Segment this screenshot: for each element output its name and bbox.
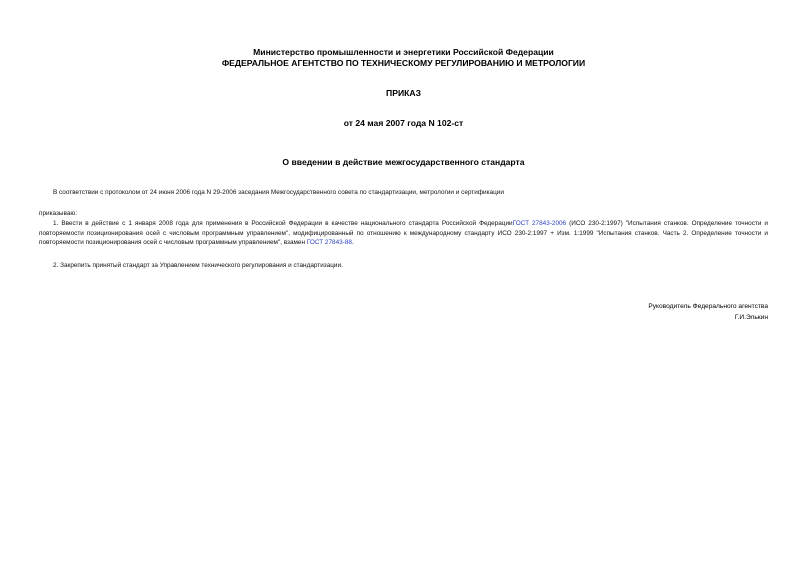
ministry-title: Министерство промышленности и энергетики Российской Федерации xyxy=(253,47,554,57)
item-1-text-a: 1. Ввести в действие с 1 января 2008 года для применения в Российской Федерации в качестве национального стандарта Российской Федерации xyxy=(53,220,513,227)
gost-27843-2006-link[interactable]: ГОСТ 27843-2006 xyxy=(512,220,567,227)
order-subject: О введении в действие межгосударственного стандарта xyxy=(282,157,525,167)
signature-position: Руководитель Федерального агентства xyxy=(648,303,768,310)
gost-27843-88-link[interactable]: ГОСТ 27843-88 xyxy=(306,239,352,246)
item-1-text-b: (ИСО 230-2:1997) "Испытания станков. Определение точности и повторяемости позиционирования осей с числовым программным управлением", модифицированный по отношению к международному стандарту ИСО 230-2:1997 + Изм. 1:1999 "Испытания станков. Часть 2. Определение точности и повторяемости позиционирования осей с числовым программным управлением", взамен xyxy=(39,220,768,246)
item-1-text-c: . xyxy=(351,239,354,246)
order-item-2: 2. Закрепить принятый стандарт за Управлением технического регулирования и стандартизации. xyxy=(53,262,343,269)
preamble-text: В соответствии с протоколом от 24 июня 2006 года N 29-2006 заседания Межгосударственного совета по стандартизации, метрологии и сертификации xyxy=(53,189,504,196)
agency-title: ФЕДЕРАЛЬНОЕ АГЕНТСТВО ПО ТЕХНИЧЕСКОМУ РЕГУЛИРОВАНИЮ И МЕТРОЛОГИИ xyxy=(221,58,586,68)
order-date-number: от 24 мая 2007 года N 102-ст xyxy=(343,118,464,128)
signature-name: Г.И.Элькин xyxy=(734,314,768,321)
order-type: ПРИКАЗ xyxy=(386,88,421,98)
command-text: приказываю: xyxy=(39,210,77,217)
order-item-1 xyxy=(39,219,768,248)
